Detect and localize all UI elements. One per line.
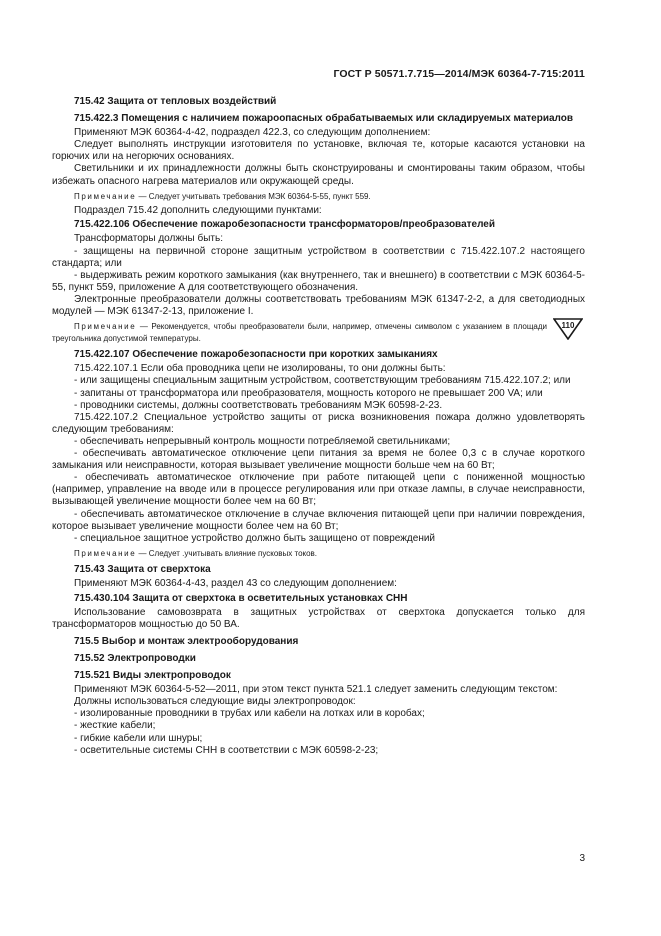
note <box>52 548 585 560</box>
section-heading: 715.43 Защита от сверхтока <box>74 564 211 576</box>
paragraph: Использование самовозврата в защитных устройствах от сверхтока допускается только для трансформаторов мощностью до 50 ВА. <box>52 606 585 630</box>
section-heading: 715.521 Виды электропроводок <box>74 670 231 682</box>
standard-code-header: ГОСТ Р 50571.7.715—2014/МЭК 60364-7-715:2011 <box>333 68 585 80</box>
paragraph: Применяют МЭК 60364-5-52—2011, при этом текст пункта 521.1 следует заменить следующим текстом: <box>74 684 558 696</box>
note-lead: Примечание <box>74 548 137 558</box>
page-number: 3 <box>579 853 585 864</box>
section-heading: 715.422.3 Помещения с наличием пожароопасных обрабатываемых или складируемых материалов <box>74 113 574 125</box>
paragraph: 715.422.107.2 Специальное устройство защиты от риска возникновения пожара должно удовлетворять следующим требованиям: <box>52 411 585 435</box>
section-heading: 715.422.107 Обеспечение пожаробезопасности при коротких замыканиях <box>74 349 438 361</box>
paragraph: - защищены на первичной стороне защитным устройством в соответствии с 715.422.107.2 настоящего стандарта; или <box>52 245 585 269</box>
paragraph: - обеспечивать автоматическое отключение в случае включения питающей цепи при наличии повреждения, которое вызывает увеличение мощности более чем на 60 Вт; <box>52 508 585 532</box>
section-heading: 715.5 Выбор и монтаж электрооборудования <box>74 635 299 647</box>
paragraph: - проводники системы, должны соответствовать требованиям МЭК 60598-2-23. <box>74 399 443 411</box>
paragraph: Следует выполнять инструкции изготовителя по установке, включая те, которые касаются установки на горючих или на негорючих основаниях. <box>52 139 585 163</box>
paragraph: Применяют МЭК 60364-4-43, раздел 43 со следующим дополнением: <box>74 578 397 590</box>
paragraph: Светильники и их принадлежности должны быть сконструированы и смонтированы таким образом, чтобы избежать опасного нагрева материалов или окружающей среды. <box>52 163 585 187</box>
paragraph: - осветительные системы СНН в соответствии с МЭК 60598-2-23; <box>74 744 379 756</box>
document-body <box>52 96 585 757</box>
note-lead: Примечание <box>74 322 137 332</box>
paragraph: Применяют МЭК 60364-4-42, подраздел 422.3, со следующим дополнением: <box>74 127 431 139</box>
section-heading: 715.52 Электропроводки <box>74 652 196 664</box>
paragraph: - запитаны от трансформатора или преобразователя, мощность которого не превышает 200 VA; или <box>74 387 543 399</box>
paragraph: - специальное защитное устройство должно быть защищено от повреждений <box>74 532 436 544</box>
section-heading: 715.422.106 Обеспечение пожаробезопасности трансформаторов/преобразователей <box>74 219 496 231</box>
paragraph: - обеспечивать автоматическое отключение при работе питающей цепи с пониженной мощностью (например, управление на вводе или в процессе регулирования или при отказе лампы, в случае неисправности, вызывающей увеличение мощности более чем на 60 Вт; <box>52 472 585 508</box>
paragraph: - изолированные проводники в трубах или кабели на лотках или в коробах; <box>74 708 425 720</box>
note <box>52 321 585 344</box>
section-heading: 715.42 Защита от тепловых воздействий <box>74 96 277 107</box>
note-text: — Следует .учитывать влияние пусковых токов. <box>138 548 318 558</box>
temperature-triangle-symbol-icon <box>553 318 583 340</box>
paragraph: - обеспечивать автоматическое отключение цепи питания за время не более 0,3 с в случае короткого замыкания или неисправности, которая вызывает увеличение мощности больше чем на 60 Вт; <box>52 448 585 472</box>
paragraph: - или защищены специальным защитным устройством, соответствующим требованиям 715.422.107.2; или <box>74 375 571 387</box>
paragraph: Должны использоваться следующие виды электропроводок: <box>74 696 356 708</box>
paragraph: Подраздел 715.42 дополнить следующими пунктами: <box>74 205 322 217</box>
note-text: — Следует учитывать требования МЭК 60364-5-55, пункт 559. <box>138 191 371 201</box>
paragraph: 715.422.107.1 Если оба проводника цепи не изолированы, то они должны быть: <box>74 363 446 375</box>
note <box>52 191 585 203</box>
paragraph: - выдерживать режим короткого замыкания (как внутреннего, так и внешнего) в соответствии с МЭК 60364-5-55, пункт 559, приложение А для соответствующего обозначения. <box>52 269 585 293</box>
paragraph: Трансформаторы должны быть: <box>74 233 223 245</box>
note-lead: Примечание <box>74 191 137 201</box>
note-text: — Рекомендуется, чтобы преобразователи были, например, отмечены символом с указанием в площади треугольника допустимой температуры. <box>52 322 547 343</box>
paragraph: - гибкие кабели или шнуры; <box>74 732 203 744</box>
paragraph: - жесткие кабели; <box>74 720 156 732</box>
symbol-label: 110 <box>561 321 575 331</box>
paragraph: Электронные преобразователи должны соответствовать требованиям МЭК 61347-2-2, а для светодиодных модулей — МЭК 61347-2-13, приложение I. <box>52 293 585 317</box>
section-heading: 715.430.104 Защита от сверхтока в осветительных установках СНН <box>74 592 408 604</box>
paragraph: - обеспечивать непрерывный контроль мощности потребляемой светильниками; <box>74 435 451 447</box>
